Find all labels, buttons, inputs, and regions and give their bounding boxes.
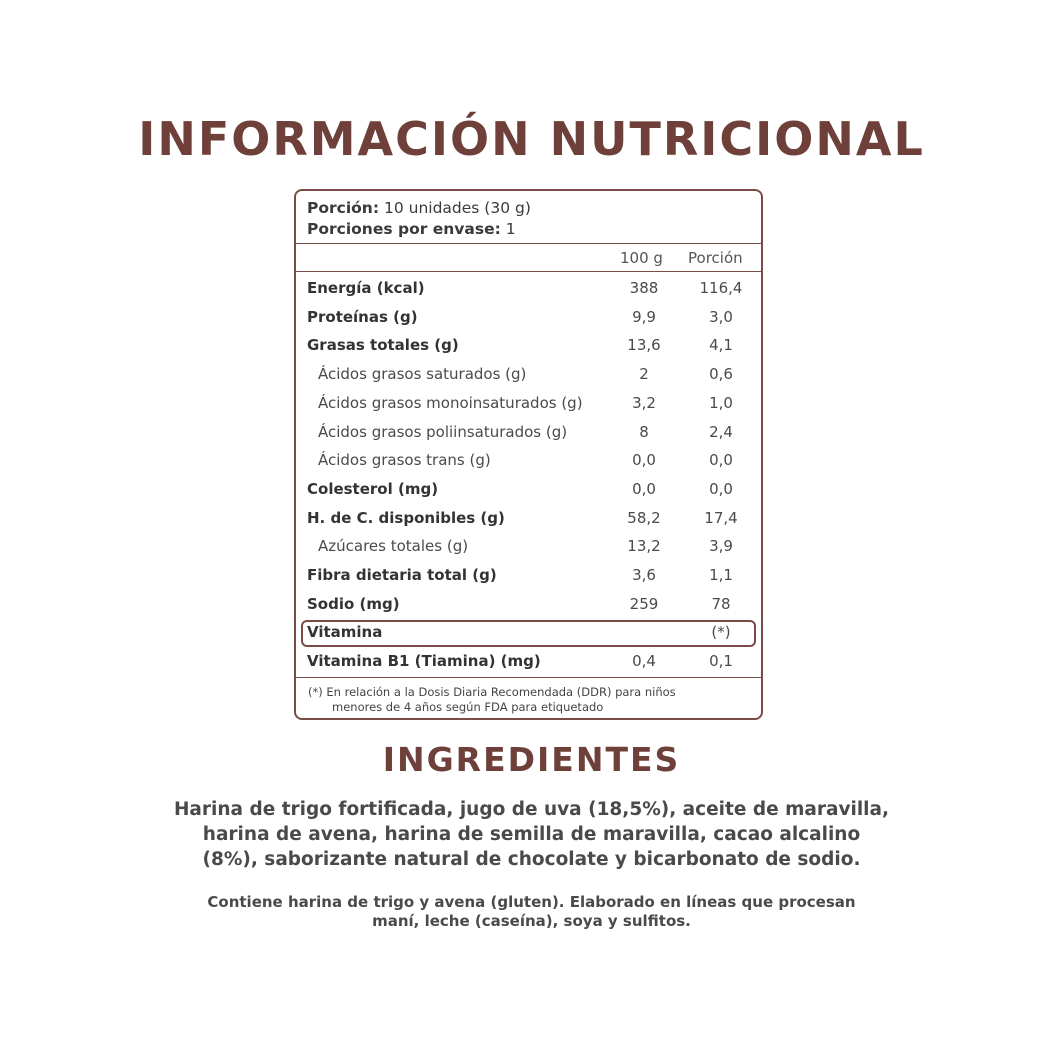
nutrient-label: Ácidos grasos trans (g)	[318, 451, 491, 470]
value-100g: 9,9	[632, 307, 656, 326]
table-row	[296, 648, 761, 676]
table-row	[296, 562, 761, 590]
value-100g: 259	[629, 594, 659, 613]
per-pack-label: Porciones por envase:	[307, 220, 501, 238]
value-portion: 3,0	[709, 307, 733, 326]
value-portion: 0,0	[709, 479, 733, 498]
ingredients-title: INGREDIENTES	[382, 740, 681, 779]
nutrient-label: Ácidos grasos poliinsaturados (g)	[318, 422, 568, 441]
ingredients-line: harina de avena, harina de semilla de maravilla, cacao alcalino	[202, 824, 861, 845]
value-portion: 3,9	[709, 537, 733, 556]
portion-value: 10 unidades (30 g)	[383, 199, 531, 217]
footnote-line: (*) En relación a la Dosis Diaria Recomendada (DDR) para niños	[308, 685, 676, 699]
nutrient-label: Ácidos grasos saturados (g)	[318, 365, 527, 384]
column-header-100g: 100 g	[620, 249, 663, 267]
nutrient-label: Energía (kcal)	[307, 279, 425, 297]
nutrient-label: Vitamina	[307, 623, 383, 642]
table-row	[296, 361, 761, 389]
vitamin-highlight-box	[301, 620, 756, 647]
table-row	[296, 304, 761, 332]
value-100g: 13,2	[627, 537, 661, 556]
nutrient-label: Colesterol (mg)	[307, 479, 439, 498]
nutrient-label: Sodio (mg)	[307, 594, 400, 613]
value-100g: 13,6	[627, 336, 661, 355]
value-100g: 58,2	[627, 508, 661, 527]
value-100g: 388	[629, 279, 659, 297]
table-row	[296, 419, 761, 447]
value-portion: 0,6	[709, 365, 733, 384]
value-portion: 1,0	[709, 393, 733, 412]
value-portion: 17,4	[704, 508, 738, 527]
value-portion: (*)	[711, 623, 731, 642]
table-row	[296, 390, 761, 418]
value-100g: 2	[639, 365, 649, 384]
table-row	[296, 476, 761, 504]
nutrient-label: Azúcares totales (g)	[318, 537, 469, 556]
value-100g: 0,0	[632, 479, 656, 498]
value-100g: 8	[639, 422, 649, 441]
nutrition-table	[294, 189, 763, 720]
footnote-line: menores de 4 años según FDA para etiquetado	[332, 700, 604, 714]
value-100g: 3,6	[632, 566, 656, 584]
value-portion: 116,4	[699, 279, 743, 297]
table-row	[296, 447, 761, 475]
divider	[296, 271, 761, 272]
allergen-line: Contiene harina de trigo y avena (gluten). Elaborado en líneas que procesan	[207, 893, 856, 911]
value-portion: 4,1	[709, 336, 733, 355]
table-row	[296, 332, 761, 360]
value-100g: 0,0	[632, 451, 656, 470]
value-100g: 0,4	[632, 652, 656, 671]
ingredients-line: Harina de trigo fortificada, jugo de uva (18,5%), aceite de maravilla,	[173, 799, 890, 820]
nutrient-label: Grasas totales (g)	[307, 336, 459, 355]
table-row	[296, 505, 761, 533]
table-row	[296, 533, 761, 561]
value-portion: 0,0	[709, 451, 733, 470]
allergen-line: maní, leche (caseína), soya y sulfitos.	[372, 912, 691, 930]
nutrient-label: Vitamina B1 (Tiamina) (mg)	[307, 652, 541, 671]
column-header-portion: Porción	[688, 249, 743, 267]
nutrient-label: H. de C. disponibles (g)	[307, 508, 505, 527]
ingredients-text	[0, 797, 1063, 872]
table-row	[296, 591, 761, 619]
ingredients-line: (8%), saborizante natural de chocolate y bicarbonato de sodio.	[202, 849, 861, 870]
divider	[296, 677, 761, 678]
value-100g: 3,2	[632, 393, 656, 412]
table-row	[296, 275, 761, 303]
nutrient-label: Ácidos grasos monoinsaturados (g)	[318, 393, 583, 412]
serving-info	[307, 198, 531, 240]
footnote	[308, 685, 748, 715]
value-portion: 1,1	[709, 566, 733, 584]
allergen-statement	[0, 893, 1063, 931]
nutrient-label: Proteínas (g)	[307, 307, 418, 326]
nutrient-label: Fibra dietaria total (g)	[307, 566, 497, 584]
page-title: INFORMACIÓN NUTRICIONAL	[138, 112, 925, 166]
value-portion: 2,4	[709, 422, 733, 441]
divider	[296, 243, 761, 244]
value-portion: 0,1	[709, 652, 733, 671]
portion-label: Porción:	[307, 199, 380, 217]
per-pack-value: 1	[505, 220, 516, 238]
value-portion: 78	[711, 594, 731, 613]
